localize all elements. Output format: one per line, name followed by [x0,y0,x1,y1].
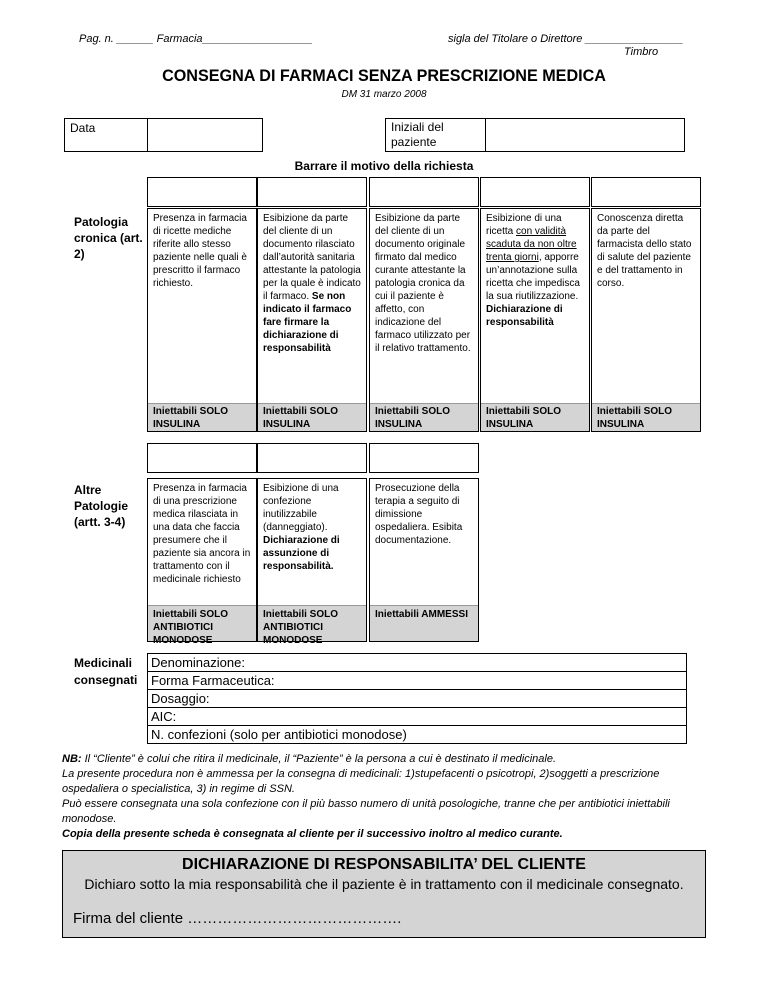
section1-option-text [481,209,589,403]
iniziali-label: Iniziali del paziente [385,118,486,152]
medicinali-table [147,653,687,744]
medicinali-label: Medicinali consegnati [74,656,138,687]
nb-text: Il “Cliente” è colui che ritira il medicinale, il “Paziente” è la persona a cui è destinato il medicinale. [81,753,557,765]
section1-option-footer: Iniettabili SOLO INSULINA [481,403,589,431]
section2-option-text [148,479,256,605]
data-field[interactable] [147,118,263,152]
section2-option-text [258,479,366,605]
option-text-part: con validità scaduta da non oltre trenta giorni [486,226,577,263]
declaration-text: Dichiaro sotto la mia responsabilità che il paziente è in trattamento con il medicinale consegnato. [84,876,684,892]
section1-option-3 [369,208,479,432]
header-stamp: Timbro [624,46,659,58]
section2-option-text [370,479,478,605]
iniziali-field[interactable] [485,118,685,152]
section1-checkbox-5[interactable] [591,177,701,207]
section1-option-5 [591,208,701,432]
section2-option-footer: Iniettabili SOLO ANTIBIOTICI MONODOSE [258,605,366,641]
section1-option-text [258,209,366,403]
med-row-dosaggio[interactable]: Dosaggio: [148,690,686,708]
page-subtitle: DM 31 marzo 2008 [341,89,427,100]
section2-option-2 [257,478,367,646]
section2-option-3 [369,478,479,642]
section2-label: Altre Patologie (artt. 3-4) [74,483,129,529]
section1-option-text [592,209,700,403]
note-line3: Può essere consegnata una sola confezione con il più basso numero di unità posologiche, tranne che per antibiotici iniettabili monodose. [62,798,670,825]
section1-option-2 [257,208,367,432]
section2-option-footer: Iniettabili AMMESSI [370,605,478,641]
section2-checkbox-1[interactable] [147,443,257,473]
option-text-part: Prosecuzione della terapia a seguito di dimissione ospedaliera. Esibita documentazione. [375,483,463,546]
option-text-part: Esibizione da parte del cliente di un documento originale firmato dal medico curante attestante la patologia cronica da cui il paziente è affetto, con indicazione del farmaco utilizzato per il relativo trattamento. [375,213,471,354]
med-row-aic[interactable]: AIC: [148,708,686,726]
nb-label: NB: [62,753,82,765]
declaration-box [62,850,706,938]
header-left: Pag. n. ______ Farmacia__________________ [79,33,313,45]
section1-option-4 [480,208,590,432]
header-right: sigla del Titolare o Direttore ________________ [448,33,684,45]
option-text-part: Esibizione di una confezione inutilizzabile (danneggiato). [263,483,339,533]
section1-option-text [370,209,478,403]
section1-checkbox-2[interactable] [257,177,367,207]
note-nb [62,752,712,767]
option-text-part: Presenza in farmacia di ricette mediche riferite allo stesso paziente nelle quali è prescritto il farmaco richiesto. [153,213,247,289]
section1-option-footer: Iniettabili SOLO INSULINA [592,403,700,431]
declaration-title: DICHIARAZIONE DI RESPONSABILITA’ DEL CLIENTE [182,856,586,873]
section1-checkbox-4[interactable] [480,177,590,207]
option-text-part: Esibizione da parte del cliente di un documento rilasciato dall’autorità sanitaria attestante la patologia per la quale è indicato il farmaco. [263,213,361,302]
option-text-part: Se non indicato il farmaco fare firmare la dichiarazione di responsabilità [263,291,352,354]
section2-checkbox-3[interactable] [369,443,479,473]
instruction: Barrare il motivo della richiesta [294,159,474,173]
data-label: Data [64,118,148,152]
note-line2: La presente procedura non è ammessa per la consegna di medicinali: 1)stupefacenti o psicotropi, 2)soggetti a prescrizione ospedaliera o specialistica, 3) in regime di SSN. [62,768,660,795]
option-text-part: , apporre un’annotazione sulla ricetta che impedisca la sua riutilizzazione. [486,252,580,302]
option-text-part: Dichiarazione di responsabilità [486,304,563,328]
section2-option-footer: Iniettabili SOLO ANTIBIOTICI MONODOSE [148,605,256,641]
section1-option-footer: Iniettabili SOLO INSULINA [370,403,478,431]
med-row-forma[interactable]: Forma Farmaceutica: [148,672,686,690]
option-text-part: Esibizione di una ricetta [486,213,562,237]
section1-checkbox-3[interactable] [369,177,479,207]
option-text-part: Conoscenza diretta da parte del farmacista dello stato di salute del paziente e del trattamento in corso. [597,213,692,289]
section1-option-footer: Iniettabili SOLO INSULINA [258,403,366,431]
section1-checkbox-1[interactable] [147,177,257,207]
med-row-denominazione[interactable]: Denominazione: [148,654,686,672]
section1-option-text [148,209,256,403]
section1-option-1 [147,208,257,432]
option-text-part: Dichiarazione di assunzione di responsabilità. [263,535,340,572]
page-title: CONSEGNA DI FARMACI SENZA PRESCRIZIONE MEDICA [162,66,606,85]
section1-option-footer: Iniettabili SOLO INSULINA [148,403,256,431]
notes [62,752,712,842]
section2-checkbox-2[interactable] [257,443,367,473]
section2-option-1 [147,478,257,646]
med-row-confezioni[interactable]: N. confezioni (solo per antibiotici monodose) [151,727,407,742]
note-line4: Copia della presente scheda è consegnata al cliente per il successivo inoltro al medico curante. [62,828,563,840]
option-text-part: Presenza in farmacia di una prescrizione medica rilasciata in una data che faccia presumere che il paziente sia ancora in trattamento con il medicinale richiesto [153,483,251,585]
section1-label: Patologia cronica (art. 2) [74,215,143,261]
signature-line[interactable]: Firma del cliente ……………………………………. [73,910,402,927]
